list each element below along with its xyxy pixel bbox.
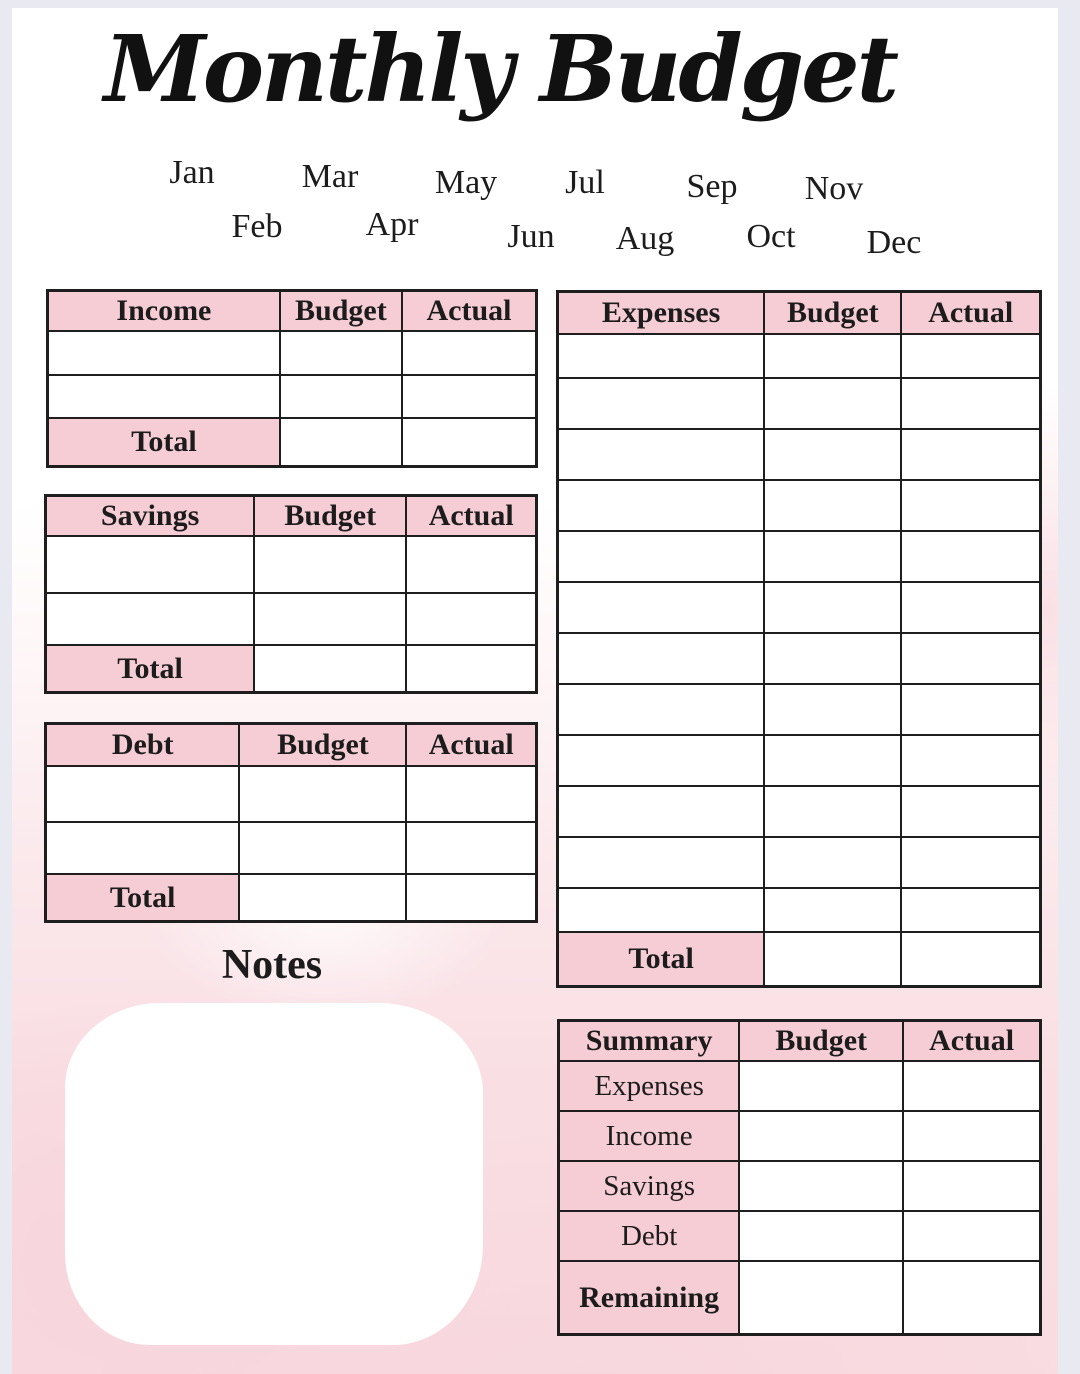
empty-cell: [903, 1111, 1040, 1161]
debt-total-label: Total: [46, 874, 240, 922]
empty-cell: [280, 375, 402, 418]
page-background: [12, 8, 1058, 1374]
savings-header: Savings: [46, 496, 255, 537]
empty-cell: [901, 684, 1040, 735]
empty-cell: [558, 480, 765, 531]
expenses-total-label: Total: [558, 932, 765, 987]
empty-cell: [903, 1061, 1040, 1111]
month-mar: Mar: [301, 158, 359, 195]
empty-cell: [402, 418, 536, 467]
empty-cell: [46, 593, 255, 645]
expenses-header: Expenses: [558, 292, 765, 335]
empty-cell: [901, 837, 1040, 888]
empty-cell: [558, 334, 765, 378]
empty-cell: [280, 418, 402, 467]
empty-cell: [764, 932, 901, 987]
income-total-label: Total: [48, 418, 280, 467]
empty-cell: [406, 874, 536, 922]
empty-cell: [46, 822, 240, 874]
empty-cell: [901, 582, 1040, 633]
empty-cell: [239, 874, 406, 922]
empty-cell: [739, 1061, 903, 1111]
table-row: [48, 331, 537, 375]
empty-cell: [254, 593, 406, 645]
empty-cell: [901, 480, 1040, 531]
summary-label-debt: Debt: [559, 1211, 740, 1261]
summary-row-remaining: [559, 1261, 1041, 1335]
empty-cell: [764, 684, 901, 735]
empty-cell: [903, 1161, 1040, 1211]
empty-cell: [402, 375, 536, 418]
empty-cell: [764, 334, 901, 378]
empty-cell: [558, 378, 765, 429]
debt-header: Debt: [46, 724, 240, 767]
table-row: [46, 822, 537, 874]
table-row: [48, 375, 537, 418]
empty-cell: [558, 582, 765, 633]
empty-cell: [558, 429, 765, 480]
budget-column-header: Budget: [764, 292, 901, 335]
summary-row-expenses: [559, 1061, 1041, 1111]
actual-column-header: Actual: [406, 724, 536, 767]
table-row: [558, 480, 1041, 531]
empty-cell: [406, 593, 536, 645]
empty-cell: [764, 735, 901, 786]
month-nov: Nov: [804, 170, 864, 207]
table-row: [558, 837, 1041, 888]
empty-cell: [901, 932, 1040, 987]
empty-cell: [239, 822, 406, 874]
actual-column-header: Actual: [402, 291, 536, 332]
empty-cell: [901, 531, 1040, 582]
empty-cell: [901, 786, 1040, 837]
summary-row-savings: [559, 1161, 1041, 1211]
empty-cell: [764, 633, 901, 684]
month-aug: Aug: [615, 220, 675, 257]
table-header-row: [46, 724, 537, 767]
table-row: [558, 684, 1041, 735]
table-row: [46, 536, 537, 593]
empty-cell: [764, 786, 901, 837]
table-row: [46, 766, 537, 822]
budget-column-header: Budget: [254, 496, 406, 537]
page-title: Monthly Budget: [103, 15, 897, 123]
table-row: [558, 633, 1041, 684]
table-header-row: [46, 496, 537, 537]
notes-heading: Notes: [221, 942, 323, 988]
summary-row-income: [559, 1111, 1041, 1161]
table-row: [558, 531, 1041, 582]
savings-total-label: Total: [46, 645, 255, 693]
empty-cell: [764, 531, 901, 582]
table-row: [558, 334, 1041, 378]
total-row: [558, 932, 1041, 987]
empty-cell: [764, 378, 901, 429]
empty-cell: [558, 735, 765, 786]
empty-cell: [764, 837, 901, 888]
summary-label-savings: Savings: [559, 1161, 740, 1211]
empty-cell: [558, 531, 765, 582]
empty-cell: [254, 536, 406, 593]
empty-cell: [901, 378, 1040, 429]
actual-column-header: Actual: [901, 292, 1040, 335]
summary-table: [557, 1019, 1042, 1336]
total-row: [48, 418, 537, 467]
table-row: [558, 735, 1041, 786]
month-oct: Oct: [746, 218, 796, 255]
expenses-table: [556, 290, 1042, 988]
actual-column-header: Actual: [903, 1021, 1040, 1062]
empty-cell: [280, 331, 402, 375]
empty-cell: [558, 888, 765, 932]
income-table: [46, 289, 538, 468]
budget-column-header: Budget: [239, 724, 406, 767]
savings-table: [44, 494, 538, 694]
table-row: [46, 593, 537, 645]
empty-cell: [901, 429, 1040, 480]
table-row: [558, 786, 1041, 837]
month-jul: Jul: [565, 164, 605, 201]
month-may: May: [434, 164, 498, 201]
empty-cell: [739, 1261, 903, 1335]
empty-cell: [558, 684, 765, 735]
month-jun: Jun: [507, 218, 555, 255]
month-dec: Dec: [866, 224, 922, 261]
summary-header: Summary: [559, 1021, 740, 1062]
empty-cell: [739, 1161, 903, 1211]
month-apr: Apr: [365, 206, 419, 243]
empty-cell: [46, 766, 240, 822]
summary-label-remaining: Remaining: [559, 1261, 740, 1335]
budget-column-header: Budget: [739, 1021, 903, 1062]
empty-cell: [402, 331, 536, 375]
summary-row-debt: [559, 1211, 1041, 1261]
income-header: Income: [48, 291, 280, 332]
summary-label-expenses: Expenses: [559, 1061, 740, 1111]
empty-cell: [901, 334, 1040, 378]
empty-cell: [903, 1261, 1040, 1335]
empty-cell: [764, 429, 901, 480]
total-row: [46, 874, 537, 922]
empty-cell: [239, 766, 406, 822]
table-row: [558, 429, 1041, 480]
table-header-row: [558, 292, 1041, 335]
empty-cell: [764, 582, 901, 633]
empty-cell: [406, 645, 536, 693]
table-row: [558, 378, 1041, 429]
budget-column-header: Budget: [280, 291, 402, 332]
empty-cell: [46, 536, 255, 593]
empty-cell: [558, 633, 765, 684]
summary-label-income: Income: [559, 1111, 740, 1161]
table-row: [558, 888, 1041, 932]
empty-cell: [406, 766, 536, 822]
empty-cell: [764, 480, 901, 531]
table-header-row: [559, 1021, 1041, 1062]
empty-cell: [739, 1211, 903, 1261]
empty-cell: [254, 645, 406, 693]
empty-cell: [406, 822, 536, 874]
table-header-row: [48, 291, 537, 332]
empty-cell: [901, 888, 1040, 932]
actual-column-header: Actual: [406, 496, 536, 537]
empty-cell: [558, 786, 765, 837]
debt-table: [44, 722, 538, 923]
empty-cell: [406, 536, 536, 593]
total-row: [46, 645, 537, 693]
empty-cell: [48, 375, 280, 418]
empty-cell: [901, 735, 1040, 786]
empty-cell: [764, 888, 901, 932]
empty-cell: [48, 331, 280, 375]
empty-cell: [739, 1111, 903, 1161]
month-jan: Jan: [169, 154, 215, 191]
empty-cell: [903, 1211, 1040, 1261]
empty-cell: [901, 633, 1040, 684]
month-feb: Feb: [231, 208, 283, 245]
notes-writing-area: [65, 1003, 483, 1345]
month-sep: Sep: [686, 168, 738, 205]
table-row: [558, 582, 1041, 633]
empty-cell: [558, 837, 765, 888]
